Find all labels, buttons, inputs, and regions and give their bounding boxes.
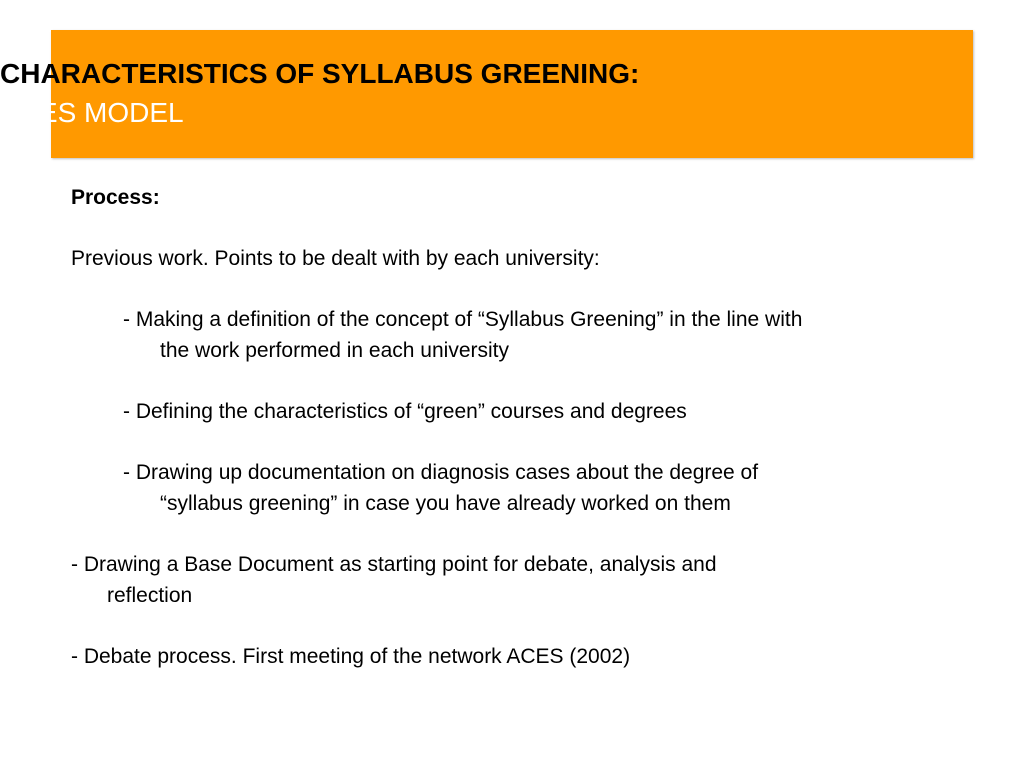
intro-text: Previous work. Points to be dealt with by each university: — [71, 247, 600, 270]
item-base-document: - Drawing a Base Document as starting point for debate, analysis and — [71, 553, 717, 576]
sub-item-documentation-cont: “syllabus greening” in case you have already worked on them — [160, 492, 731, 515]
process-heading: Process: — [71, 186, 160, 209]
slide-subtitle: ACES MODEL — [0, 97, 184, 128]
sub-item-documentation: - Drawing up documentation on diagnosis cases about the degree of — [123, 461, 759, 484]
sub-item-definition: - Making a definition of the concept of “Syllabus Greening” in the line with — [123, 308, 803, 331]
slide-title: CHARACTERISTICS OF SYLLABUS GREENING: — [0, 58, 640, 89]
sub-item-definition-cont: the work performed in each university — [160, 339, 509, 362]
sub-item-characteristics: - Defining the characteristics of “green” courses and degrees — [123, 400, 687, 423]
item-base-document-cont: reflection — [107, 584, 193, 607]
item-debate-process: - Debate process. First meeting of the network ACES (2002) — [71, 645, 631, 668]
